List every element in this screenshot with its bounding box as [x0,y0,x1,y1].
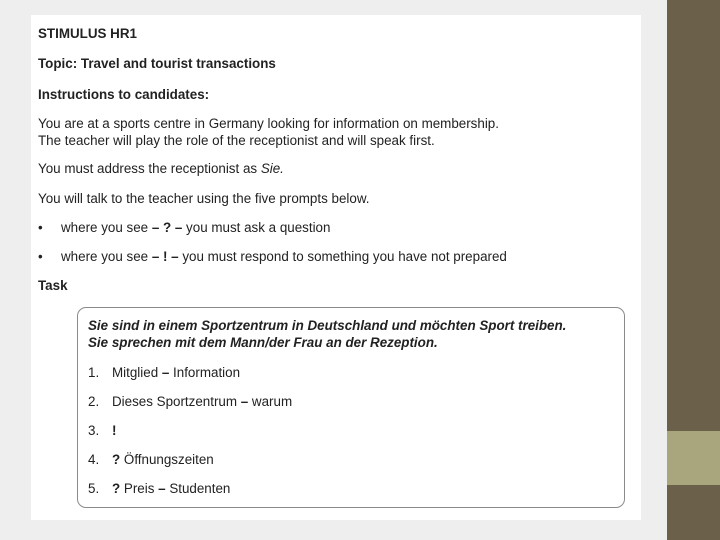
prompt-number: 1. [88,365,100,380]
bullet-before: where you see [61,249,152,264]
prompt-text-b: warum [248,394,293,409]
task-box [77,307,625,508]
prompt-text-b: Studenten [165,481,231,496]
prompt-dash: – [240,394,249,409]
prompt-mark: ? [112,481,121,496]
task-heading: Task [38,278,68,293]
bullet-after: you must ask a question [182,220,331,235]
address-form: Sie. [260,161,284,176]
bullet-text [61,248,507,266]
bullet-mark: – ! – [151,249,179,264]
bullet-marker: • [38,249,43,264]
bullet-before: where you see [61,220,152,235]
prompt-number: 2. [88,394,100,409]
intro-line-1: You are at a sports centre in Germany looking for information on membership. [38,116,499,131]
prompt-dash: – [158,481,166,496]
prompt-text-a: Preis [120,481,159,496]
stimulus-title: STIMULUS HR1 [38,26,137,41]
prompt-text-a: Öffnungszeiten [120,452,214,467]
prompt-mark: ! [112,423,117,438]
prompt-mark: ? [112,452,121,467]
instructions-heading: Instructions to candidates: [38,87,210,102]
stimulus-document [31,15,641,520]
prompt-dash: – [161,365,170,380]
bullet-mark: – ? – [151,220,183,235]
scenario-line-1: Sie sind in einem Sportzentrum in Deutschland und möchten Sport treiben. [88,318,567,333]
prompt-text-a: Dieses Sportzentrum [112,394,241,409]
topic-heading: Topic: Travel and tourist transactions [38,56,276,71]
address-instruction [38,160,284,178]
prompt-text [112,422,116,440]
prompt-text [112,364,240,382]
scenario-line-2: Sie sprechen mit dem Mann/der Frau an der Rezeption. [88,335,438,350]
bullet-after: you must respond to something you have not prepared [178,249,507,264]
bullet-marker: • [38,220,43,235]
prompt-text-b: Information [169,365,241,380]
intro-line-2: The teacher will play the role of the receptionist and will speak first. [38,133,435,148]
prompt-number: 3. [88,423,100,438]
address-prefix: You must address the receptionist as [38,161,261,176]
prompt-text [112,480,230,498]
prompts-intro: You will talk to the teacher using the five prompts below. [38,191,370,206]
prompt-text-a: Mitglied [112,365,162,380]
bullet-text [61,219,330,237]
prompt-number: 5. [88,481,100,496]
prompt-text [112,393,292,411]
prompt-number: 4. [88,452,100,467]
prompt-text [112,451,214,469]
slide-sidebar-accent [667,431,720,485]
